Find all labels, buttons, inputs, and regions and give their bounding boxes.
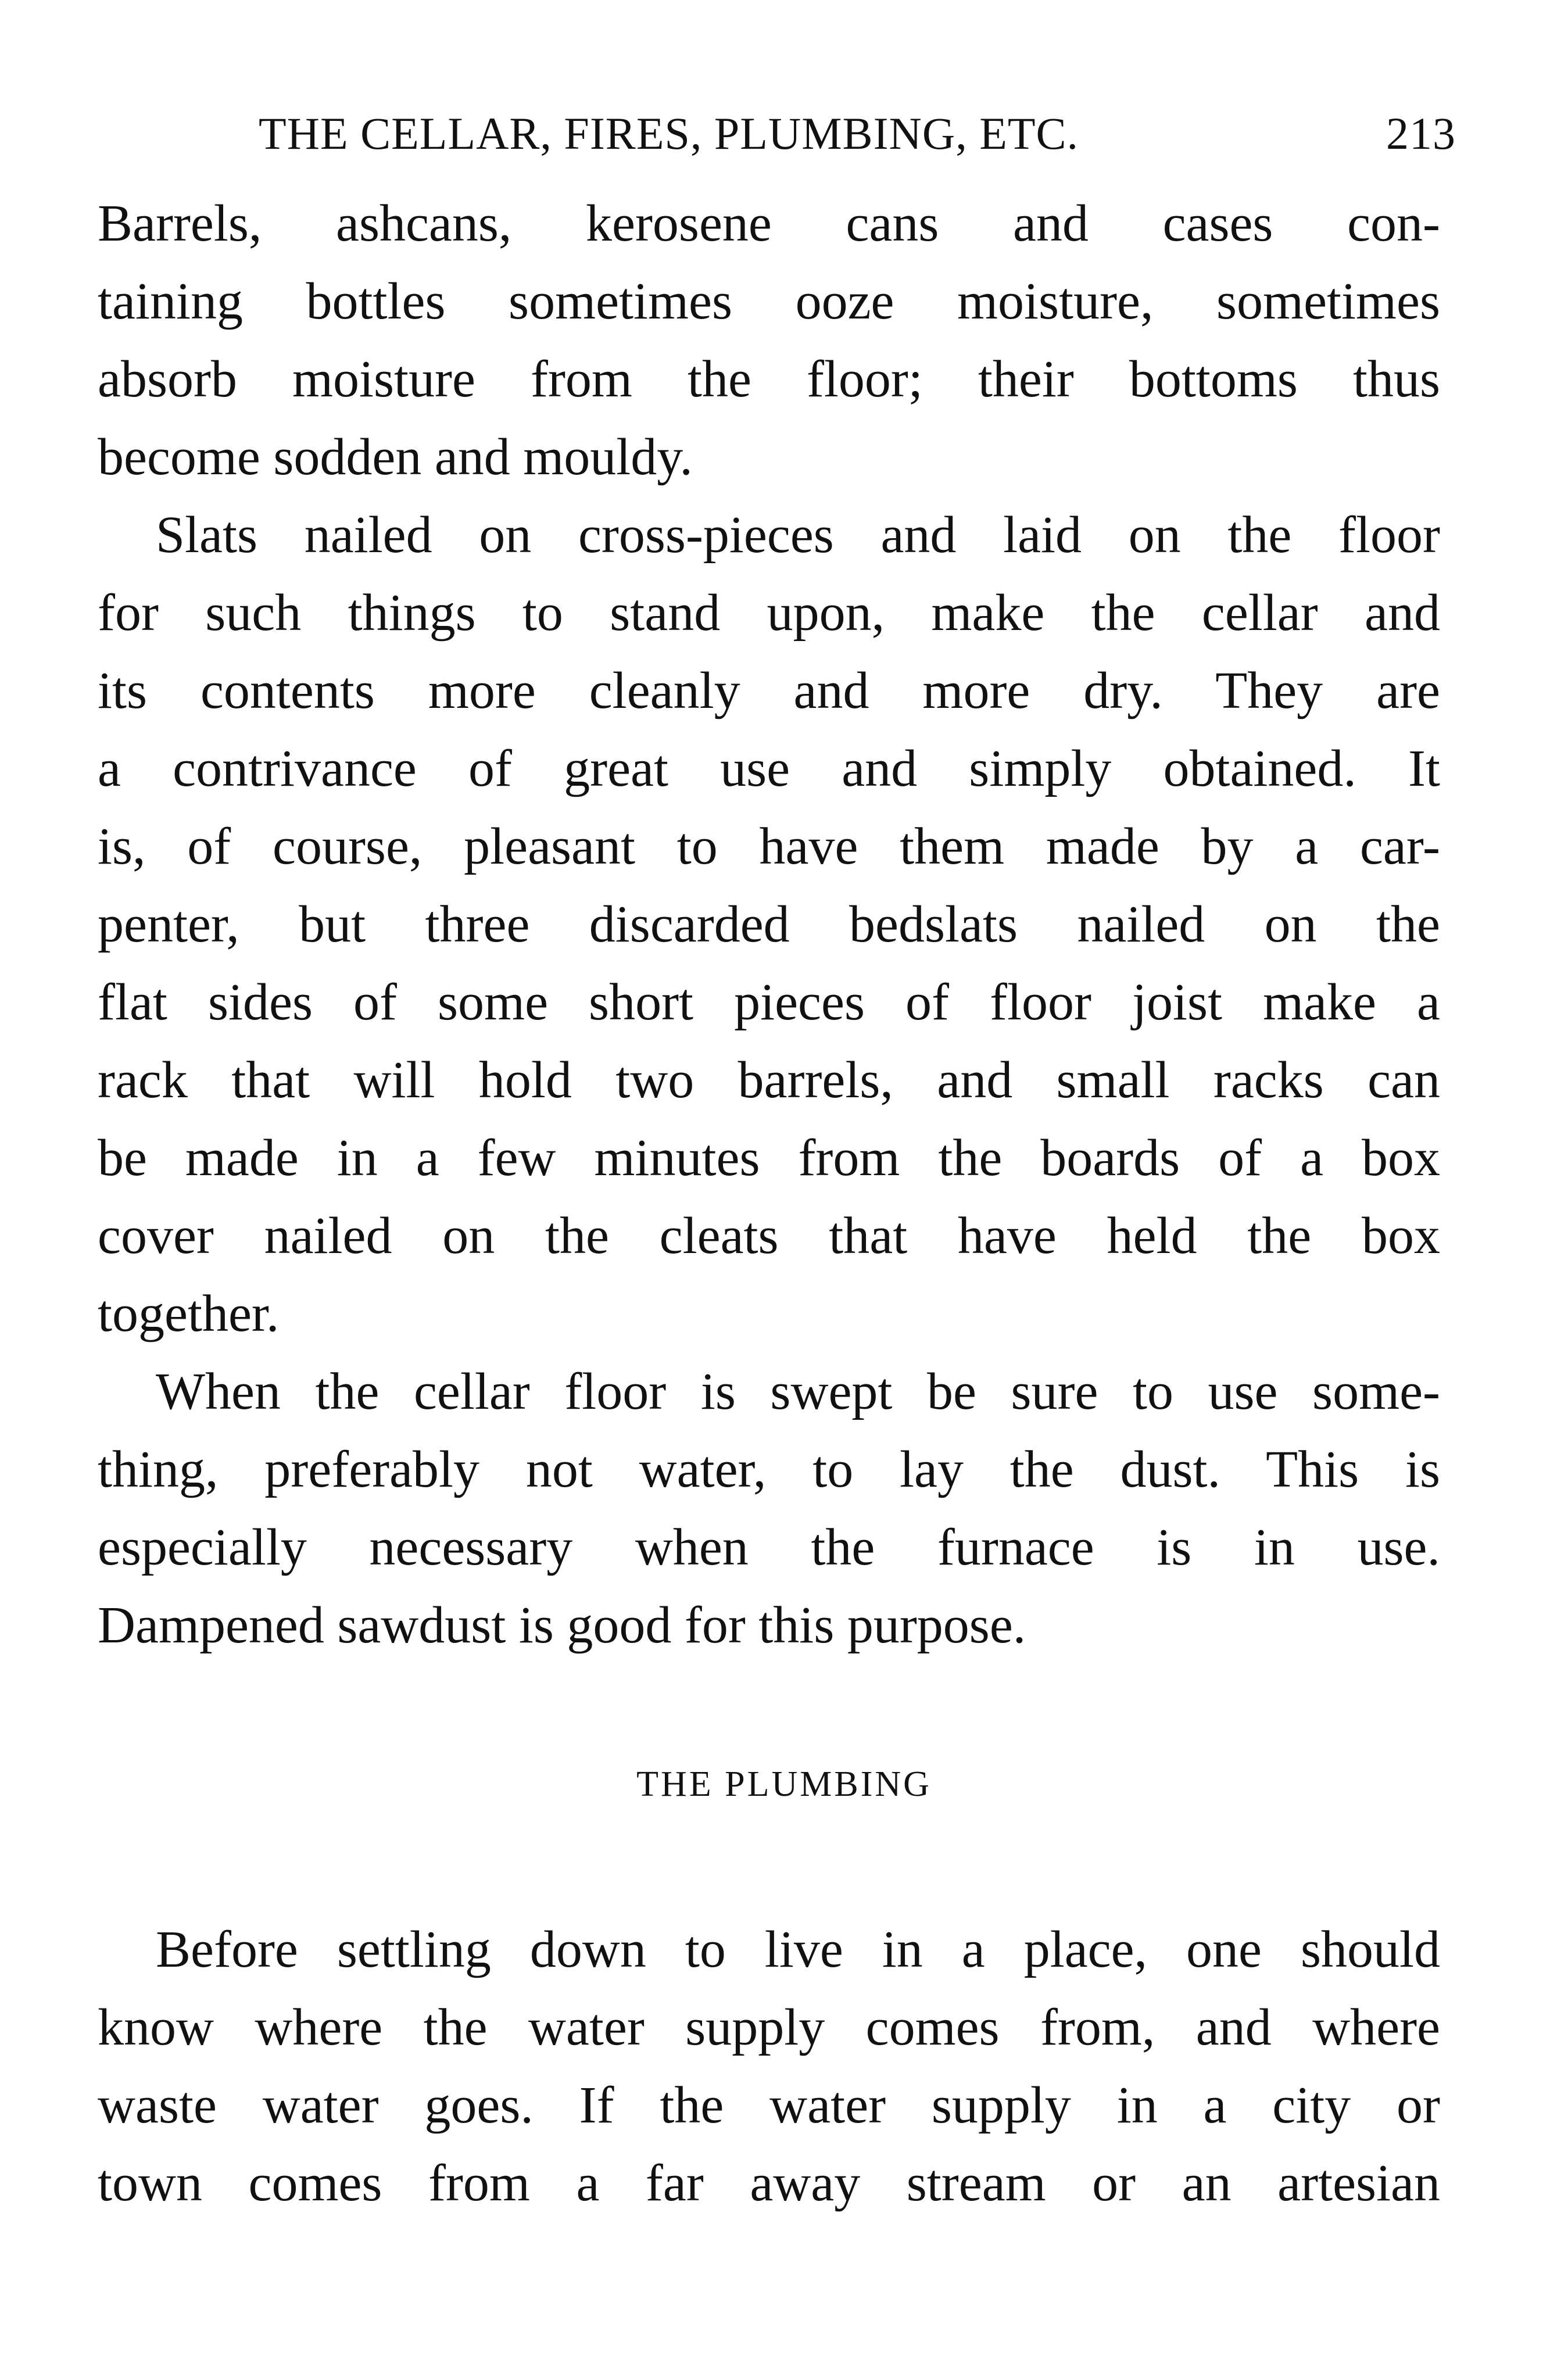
text-line: for such things to stand upon, make the cellar and (98, 584, 1440, 642)
running-head (259, 99, 1456, 169)
paragraph-barrels (98, 185, 1440, 496)
paragraph-sweeping (98, 1353, 1440, 1664)
text-line: be made in a few minutes from the boards of a box (98, 1129, 1440, 1187)
text-line: taining bottles sometimes ooze moisture, sometimes (98, 273, 1440, 330)
text-line: When the cellar floor is swept be sure to use some- (156, 1363, 1440, 1420)
text-line: Slats nailed on cross-pieces and laid on the floor (156, 506, 1440, 564)
paragraph-slats (98, 496, 1440, 1353)
text-line: a contrivance of great use and simply obtained. It (98, 740, 1440, 797)
text-line: waste water goes. If the water supply in a city or (98, 2077, 1440, 2134)
text-line: absorb moisture from the floor; their bottoms thus (98, 350, 1440, 408)
body-text-lower (98, 1911, 1440, 2222)
text-line: cover nailed on the cleats that have held the box (98, 1207, 1440, 1265)
text-line: especially necessary when the furnace is in use. (98, 1519, 1440, 1576)
text-line: town comes from a far away stream or an artesian (98, 2154, 1440, 2212)
text-line: rack that will hold two barrels, and small racks can (98, 1051, 1440, 1109)
text-line: know where the water supply comes from, and where (98, 1999, 1440, 2056)
page-number: 213 (1386, 108, 1456, 159)
section-heading-plumbing: THE PLUMBING (636, 1764, 932, 1804)
text-line: Before settling down to live in a place, one should (156, 1921, 1440, 1978)
text-line: Barrels, ashcans, kerosene cans and cases con- (98, 195, 1440, 252)
text-line: together. (98, 1285, 280, 1343)
text-line: Dampened sawdust is good for this purpose. (98, 1596, 1026, 1654)
text-line: become sodden and mouldy. (98, 428, 693, 486)
text-line: flat sides of some short pieces of floor joist make a (98, 973, 1440, 1031)
text-line: its contents more cleanly and more dry. They are (98, 662, 1440, 719)
running-head-title: THE CELLAR, FIRES, PLUMBING, ETC. (259, 108, 1079, 159)
text-line: thing, preferably not water, to lay the dust. This is (98, 1441, 1440, 1498)
paragraph-water-supply (98, 1911, 1440, 2222)
text-line: penter, but three discarded bedslats nailed on the (98, 896, 1440, 953)
body-text-upper (98, 185, 1440, 1664)
text-line: is, of course, pleasant to have them made by a car- (98, 818, 1440, 875)
